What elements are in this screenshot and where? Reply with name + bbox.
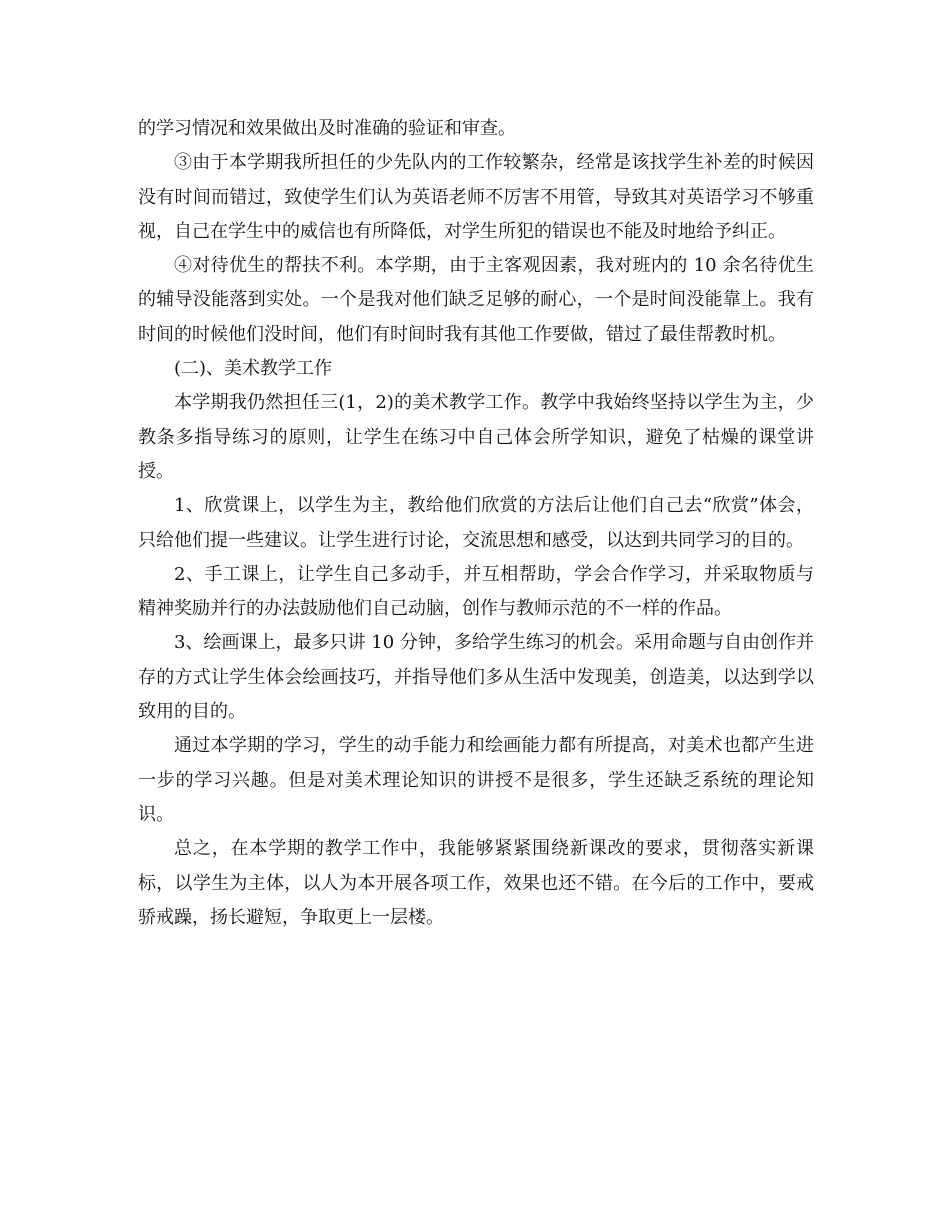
document-body xyxy=(138,112,814,935)
paragraph-item-4: ④对待优生的帮扶不利。本学期，由于主客观因素，我对班内的 10 余名待优生的辅导没能落到实处。一个是我对他们缺乏足够的耐心，一个是时间没能靠上。我有时间的时候他们没时间，他们有时间时我有其他工作要做，错过了最佳帮教时机。 xyxy=(138,255,814,345)
paragraph-results: 通过本学期的学习，学生的动手能力和绘画能力都有所提高，对美术也都产生进一步的学习兴趣。但是对美术理论知识的讲授不是很多，学生还缺乏系统的理论知识。 xyxy=(138,735,814,825)
section-heading-art-teaching: (二)、美术教学工作 xyxy=(174,358,333,380)
paragraph-art-intro: 本学期我仍然担任三(1，2)的美术教学工作。教学中我始终坚持以学生为主，少教条多指导练习的原则，让学生在练习中自己体会所学知识，避免了枯燥的课堂讲授。 xyxy=(138,392,814,482)
paragraph-item-3: ③由于本学期我所担任的少先队内的工作较繁杂，经常是该找学生补差的时候因没有时间而错过，致使学生们认为英语老师不厉害不用管，导致其对英语学习不够重视，自己在学生中的威信也有所降低，对学生所犯的错误也不能及时地给予纠正。 xyxy=(138,152,814,242)
paragraph-conclusion: 总之，在本学期的教学工作中，我能够紧紧围绕新课改的要求，贯彻落实新课标，以学生为主体，以人为本开展各项工作，效果也还不错。在今后的工作中，要戒骄戒躁，扬长避短，争取更上一层楼。 xyxy=(138,838,814,928)
paragraph-handcraft-class: 2、手工课上，让学生自己多动手，并互相帮助，学会合作学习，并采取物质与精神奖励并行的办法鼓励他们自己动脑，创作与教师示范的不一样的作品。 xyxy=(138,563,814,620)
paragraph-continuation: 的学习情况和效果做出及时准确的验证和审查。 xyxy=(138,118,516,139)
paragraph-drawing-class: 3、绘画课上，最多只讲 10 分钟，多给学生练习的机会。采用命题与自由创作并存的方式让学生体会绘画技巧，并指导他们多从生活中发现美，创造美，以达到学以致用的目的。 xyxy=(138,632,814,723)
paragraph-appreciation-class: 1、欣赏课上，以学生为主，教给他们欣赏的方法后让他们自己去“欣赏”体会，只给他们提一些建议。让学生进行讨论，交流思想和感受，以达到共同学习的目的。 xyxy=(138,495,814,551)
